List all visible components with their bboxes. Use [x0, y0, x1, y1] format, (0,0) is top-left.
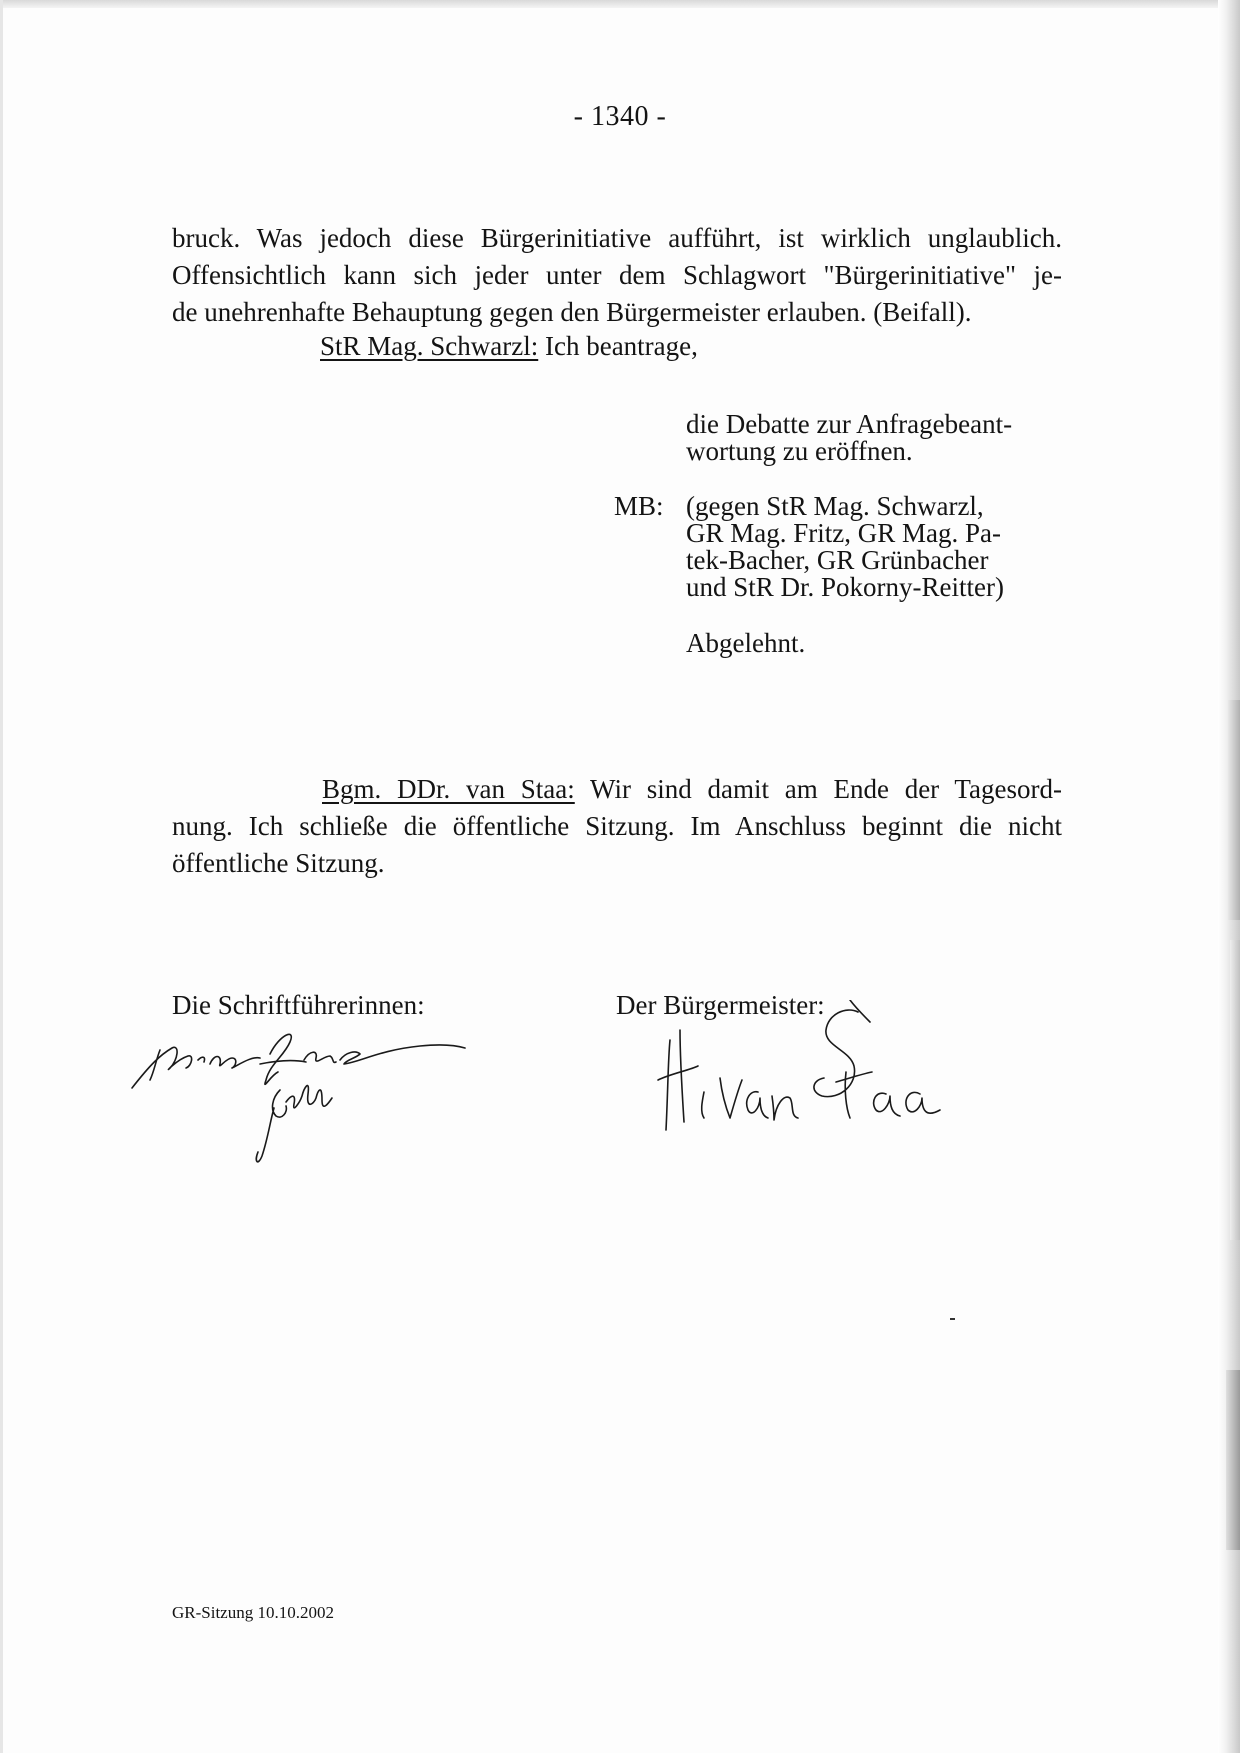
text-line: öffentliche Sitzung. — [172, 848, 385, 878]
vote-result: Abgelehnt. — [686, 628, 806, 658]
text-line: die Debatte zur Anfragebeant- — [686, 409, 1013, 439]
text-line: tek-Bacher, GR Grünbacher — [686, 545, 989, 575]
text-line: wortung zu eröffnen. — [686, 436, 913, 466]
vote-details — [686, 493, 1066, 601]
motion-text: Ich beantrage, — [538, 331, 698, 361]
secretaries-signature — [120, 1020, 480, 1180]
text-line: GR Mag. Fritz, GR Mag. Pa- — [686, 518, 1001, 548]
text-line — [172, 771, 1062, 808]
mayor-label: Der Bürgermeister: — [616, 990, 825, 1020]
speaker-name: Bgm. DDr. van Staa: — [322, 774, 575, 804]
text-line: und StR Dr. Pokorny-Reitter) — [686, 572, 1004, 602]
scan-shadow — [1228, 700, 1240, 920]
closing-paragraph — [172, 771, 1062, 882]
scan-edge-top — [0, 0, 1240, 8]
secretaries-label: Die Schriftführerinnen: — [172, 990, 425, 1020]
statement-text: Wir sind damit am Ende der Tagesord- — [574, 774, 1063, 804]
speaker-name: StR Mag. Schwarzl: — [320, 331, 539, 361]
vote-label: MB: — [614, 491, 664, 521]
paragraph-continuation — [172, 220, 1062, 331]
text-line: bruck. Was jedoch diese Bürgerinitiative aufführt, ist wirklich unglaublich. — [172, 223, 1062, 253]
scan-edge-left — [0, 0, 3, 1753]
text-line: de unehrenhafte Behauptung gegen den Bürgermeister erlauben. (Beifall). — [172, 297, 972, 327]
scan-shadow — [1226, 1370, 1240, 1550]
motion-statement — [320, 331, 698, 362]
text-line: nung. Ich schließe die öffentliche Sitzung. Im Anschluss beginnt die nicht — [172, 811, 1062, 841]
mayor-signature — [650, 1000, 950, 1150]
motion-request — [686, 411, 1066, 465]
footer-session-date: GR-Sitzung 10.10.2002 — [172, 1603, 334, 1622]
page-number: - 1340 - — [573, 101, 667, 132]
scan-shadow — [1230, 940, 1240, 1240]
scan-speck — [950, 1318, 955, 1320]
text-line: (gegen StR Mag. Schwarzl, — [686, 491, 984, 521]
text-line: Offensichtlich kann sich jeder unter dem Schlagwort "Bürgerinitiative" je- — [172, 260, 1062, 290]
